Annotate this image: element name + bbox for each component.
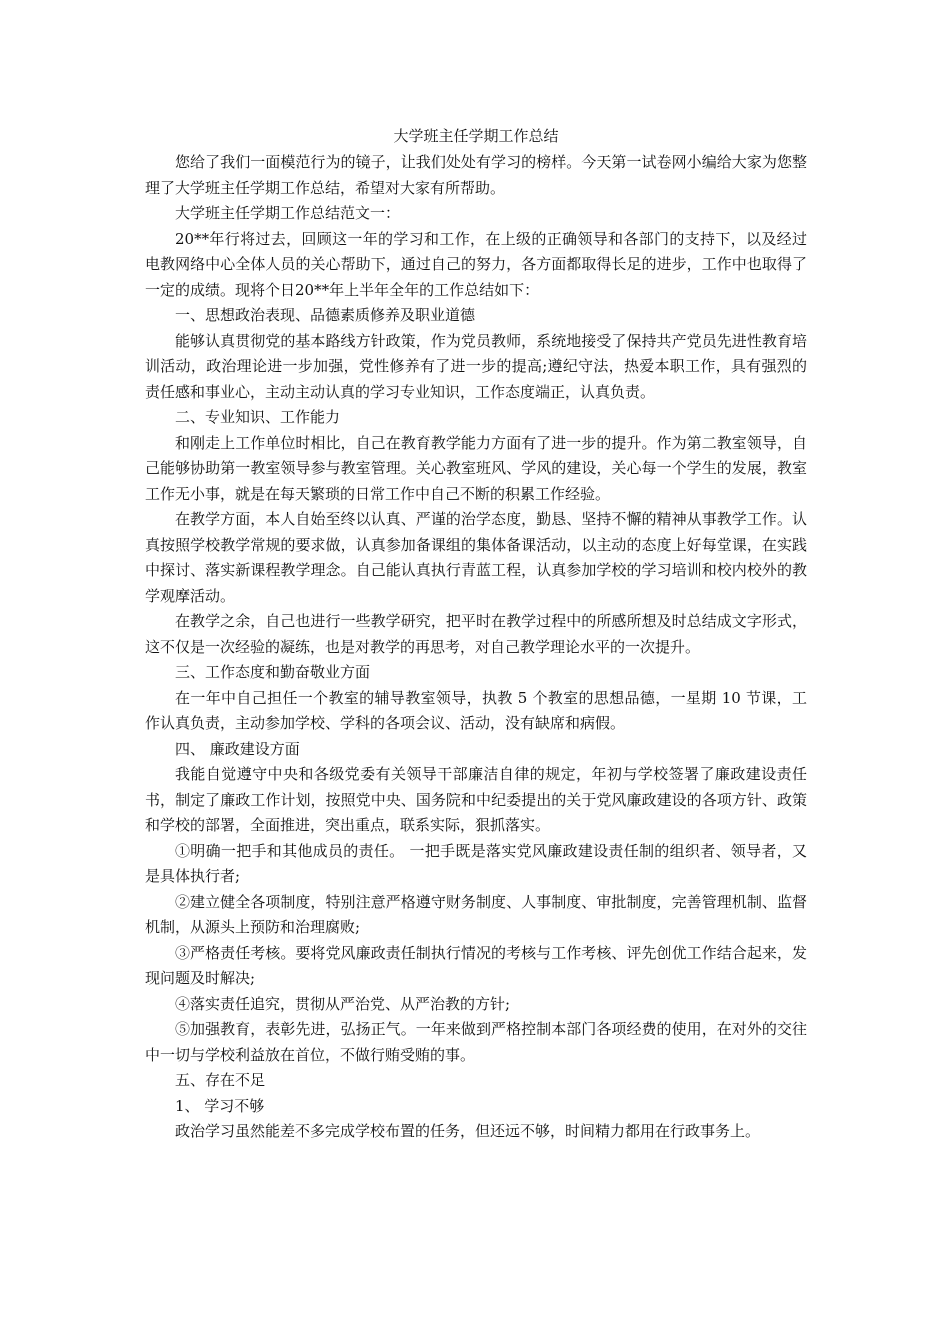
list-item-5: ⑤加强教育，表彰先进，弘扬正气。一年来做到严格控制本部门各项经费的使用，在对外的交往中一切与学校利益放在首位，不做行贿受贿的事。	[145, 1020, 807, 1064]
section-heading-4: 四、 廉政建设方面	[175, 739, 300, 758]
section-heading-5: 五、存在不足	[175, 1071, 266, 1089]
section-heading-2: 二、专业知识、工作能力	[175, 408, 341, 426]
subsection-heading-1: 1、 学习不够	[175, 1096, 265, 1115]
paragraph-integrity: 我能自觉遵守中央和各级党委有关领导干部廉洁自律的规定，年初与学校签署了廉政建设责任书，制定了廉政工作计划，按照党中央、国务院和中纪委提出的关于党风廉政建设的各项方针、政策和学校的部署，全面推进，突出重点，联系实际，狠抓落实。	[145, 765, 807, 834]
paragraph-politics: 能够认真贯彻党的基本路线方针政策，作为党员教师，系统地接受了保持共产党员先进性教育培训活动，政治理论进一步加强，党性修养有了进一步的提高;遵纪守法，热爱本职工作，具有强烈的责任感和事业心，主动主动认真的学习专业知识，工作态度端正，认真负责。	[145, 331, 807, 401]
paragraph-intro: 您给了我们一面模范行为的镜子，让我们处处有学习的榜样。今天第一试卷网小编给大家为您整理了大学班主任学期工作总结，希望对大家有所帮助。	[145, 153, 807, 197]
paragraph-research: 在教学之余，自己也进行一些教学研究，把平时在教学过程中的所感所想及时总结成文字形式，这不仅是一次经验的凝练，也是对教学的再思考，对自己教学理论水平的一次提升。	[145, 612, 807, 656]
section-heading-3: 三、工作态度和勤奋敬业方面	[175, 663, 371, 681]
paragraph-sample-heading: 大学班主任学期工作总结范文一：	[175, 204, 401, 222]
paragraph-shortcoming: 政治学习虽然能差不多完成学校布置的任务，但还远不够，时间精力都用在行政事务上。	[175, 1122, 761, 1140]
list-item-4: ④落实责任追究，贯彻从严治党、从严治教的方针;	[175, 994, 511, 1013]
list-item-1: ①明确一把手和其他成员的责任。 一把手既是落实党风廉政建设责任制的组织者、领导者，又是具体执行者;	[145, 841, 807, 885]
list-item-3: ③严格责任考核。要将党风廉政责任制执行情况的考核与工作考核、评先创优工作结合起来，发现问题及时解决;	[145, 943, 807, 987]
paragraph-attitude: 在一年中自己担任一个教室的辅导教室领导，执教 5 个教室的思想品德，一星期 10 节课，工作认真负责，主动参加学校、学科的各项会议、活动，没有缺席和病假。	[145, 688, 807, 732]
section-heading-1: 一、思想政治表现、品德素质修养及职业道德	[175, 306, 476, 324]
document-page	[145, 123, 807, 1145]
paragraph-overview: 20**年行将过去，回顾这一年的学习和工作，在上级的正确领导和各部门的支持下，以及经过电教网络中心全体人员的关心帮助下，通过自己的努力，各方面都取得长足的进步，工作中也取得了一定的成绩。现将个日20**年上半年全年的工作总结如下：	[145, 229, 807, 299]
paragraph-teaching: 在教学方面，本人自始至终以认真、严谨的治学态度，勤恳、坚持不懈的精神从事教学工作。认真按照学校教学常规的要求做，认真参加备课组的集体备课活动，以主动的态度上好每堂课，在实践中探讨、落实新课程教学理念。自己能认真执行青蓝工程，认真参加学校的学习培训和校内校外的教学观摩活动。	[145, 510, 807, 605]
paragraph-ability: 和刚走上工作单位时相比，自己在教育教学能力方面有了进一步的提升。作为第二教室领导，自己能够协助第一教室领导参与教室管理。关心教室班风、学风的建设，关心每一个学生的发展，教室工作无小事，就是在每天繁琐的日常工作中自己不断的积累工作经验。	[145, 433, 807, 503]
document-title: 大学班主任学期工作总结	[393, 127, 559, 145]
list-item-2: ②建立健全各项制度，特别注意严格遵守财务制度、人事制度、审批制度，完善管理机制、监督机制，从源头上预防和治理腐败;	[145, 892, 807, 936]
